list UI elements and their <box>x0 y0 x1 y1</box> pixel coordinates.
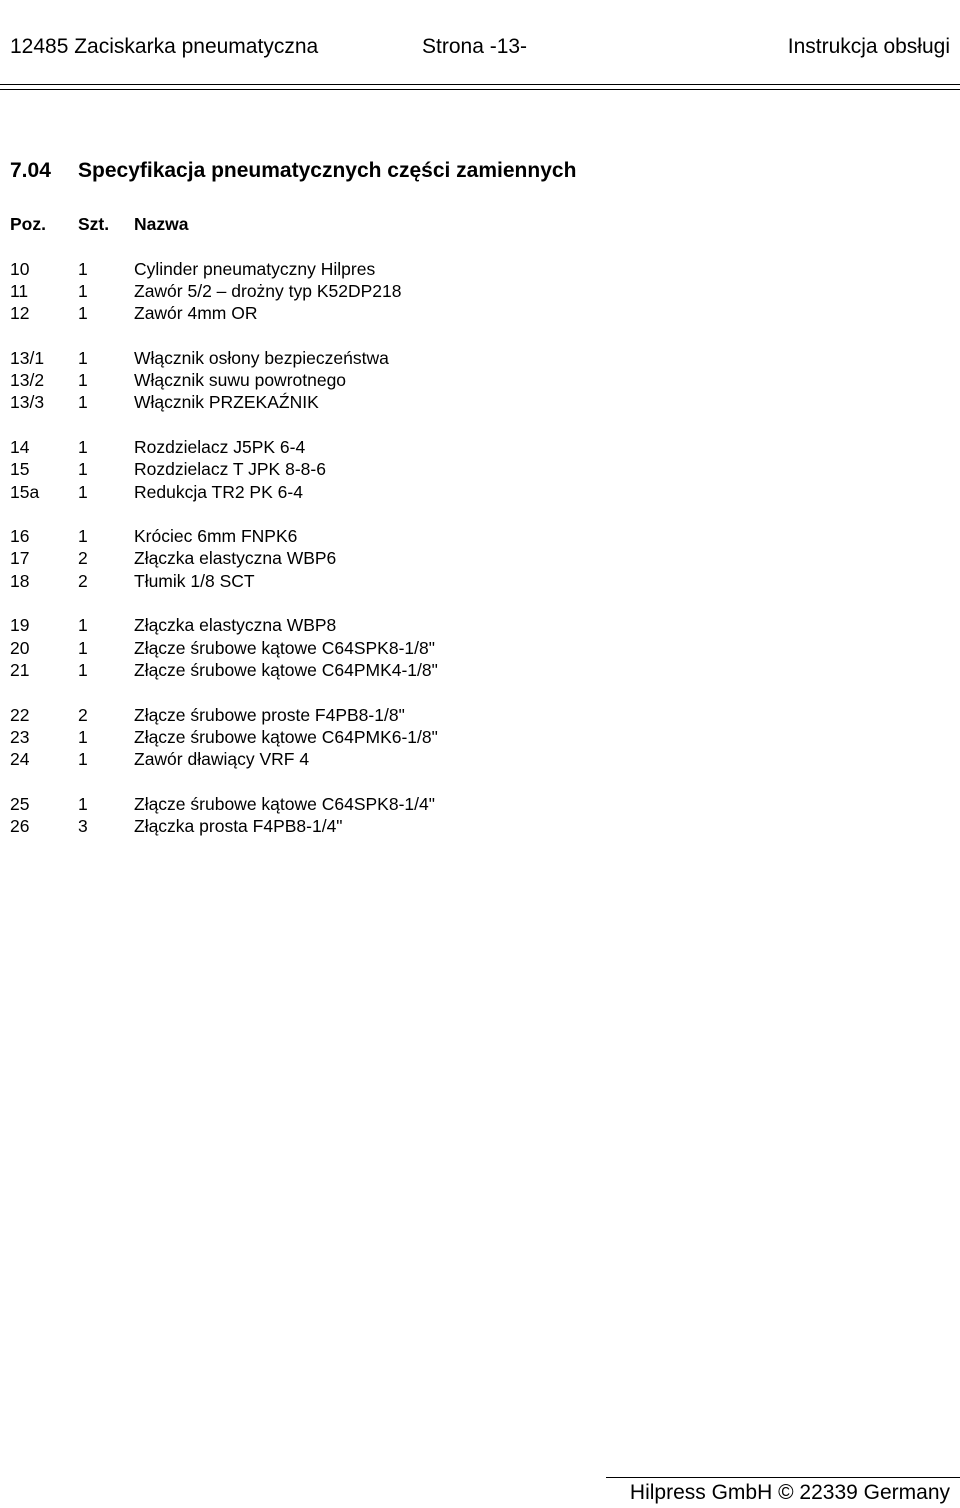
cell-poz: 24 <box>10 749 30 770</box>
table-row <box>10 637 610 659</box>
table-row <box>10 748 610 770</box>
parts-table <box>10 213 610 860</box>
cell-poz: 22 <box>10 704 30 725</box>
table-row <box>10 258 610 280</box>
cell-szt: 1 <box>78 526 88 547</box>
row-group <box>10 614 610 681</box>
table-row <box>10 302 610 324</box>
cell-poz: 16 <box>10 526 30 547</box>
cell-szt: 1 <box>78 481 88 502</box>
table-row <box>10 525 610 547</box>
section-number: 7.04 <box>10 159 51 182</box>
cell-poz: 13/1 <box>10 347 45 368</box>
cell-szt: 2 <box>78 570 88 591</box>
table-row <box>10 458 610 480</box>
cell-poz: 25 <box>10 793 30 814</box>
cell-poz: 13/3 <box>10 392 45 413</box>
row-group <box>10 793 610 838</box>
cell-poz: 17 <box>10 548 30 569</box>
cell-name: Zawór 4mm OR <box>134 303 258 324</box>
cell-poz: 23 <box>10 726 30 747</box>
cell-szt: 1 <box>78 436 88 457</box>
cell-szt: 2 <box>78 548 88 569</box>
cell-szt: 2 <box>78 704 88 725</box>
table-row <box>10 347 610 369</box>
table-row <box>10 547 610 569</box>
cell-szt: 1 <box>78 793 88 814</box>
row-group <box>10 436 610 503</box>
table-body <box>10 258 610 838</box>
cell-poz: 20 <box>10 637 30 658</box>
page-footer: Hilpress GmbH © 22339 Germany <box>629 1481 950 1504</box>
table-row <box>10 704 610 726</box>
row-group <box>10 347 610 414</box>
cell-name: Rozdzielacz J5PK 6-4 <box>134 436 306 457</box>
cell-name: Złącze śrubowe proste F4PB8-1/8" <box>134 704 405 725</box>
table-row <box>10 391 610 413</box>
cell-name: Rozdzielacz T JPK 8-8-6 <box>134 459 326 480</box>
table-header-row <box>10 213 610 235</box>
cell-name: Złącze śrubowe kątowe C64SPK8-1/8" <box>134 637 435 658</box>
page-header <box>0 0 960 92</box>
cell-name: Króciec 6mm FNPK6 <box>134 526 298 547</box>
cell-szt: 1 <box>78 280 88 301</box>
row-group <box>10 258 610 325</box>
cell-poz: 15 <box>10 459 30 480</box>
footer-divider <box>606 1477 960 1478</box>
table-row <box>10 614 610 636</box>
cell-szt: 1 <box>78 749 88 770</box>
table-row <box>10 481 610 503</box>
cell-name: Zawór dławiący VRF 4 <box>134 749 310 770</box>
cell-poz: 21 <box>10 659 30 680</box>
cell-poz: 10 <box>10 258 30 279</box>
cell-szt: 1 <box>78 370 88 391</box>
cell-name: Włącznik PRZEKAŹNIK <box>134 392 319 413</box>
cell-poz: 19 <box>10 615 30 636</box>
cell-szt: 1 <box>78 347 88 368</box>
cell-poz: 18 <box>10 570 30 591</box>
cell-szt: 1 <box>78 637 88 658</box>
table-row <box>10 793 610 815</box>
cell-szt: 1 <box>78 726 88 747</box>
cell-poz: 15a <box>10 481 40 502</box>
cell-name: Złączka elastyczna WBP6 <box>134 548 337 569</box>
section-title <box>10 158 576 184</box>
cell-name: Złącze śrubowe kątowe C64SPK8-1/4" <box>134 793 435 814</box>
cell-name: Cylinder pneumatyczny Hilpres <box>134 258 376 279</box>
table-row <box>10 570 610 592</box>
header-divider-bottom <box>0 89 960 90</box>
cell-poz: 11 <box>10 280 29 301</box>
cell-szt: 1 <box>78 615 88 636</box>
cell-name: Złączka elastyczna WBP8 <box>134 615 337 636</box>
cell-szt: 1 <box>78 258 88 279</box>
cell-szt: 1 <box>78 303 88 324</box>
cell-name: Włącznik suwu powrotnego <box>134 370 347 391</box>
header-divider-top <box>0 84 960 85</box>
cell-name: Tłumik 1/8 SCT <box>134 570 255 591</box>
cell-poz: 13/2 <box>10 370 45 391</box>
cell-szt: 3 <box>78 816 88 837</box>
cell-szt: 1 <box>78 459 88 480</box>
cell-name: Złącze śrubowe kątowe C64PMK4-1/8" <box>134 659 438 680</box>
cell-poz: 12 <box>10 303 30 324</box>
header-manual-title: Instrukcja obsługi <box>787 35 950 58</box>
table-row <box>10 436 610 458</box>
cell-name: Złączka prosta F4PB8-1/4" <box>134 816 343 837</box>
header-szt: Szt. <box>78 214 110 234</box>
table-row <box>10 726 610 748</box>
header-name: Nazwa <box>134 214 189 234</box>
header-product-title: 12485 Zaciskarka pneumatyczna <box>10 35 319 58</box>
table-row <box>10 280 610 302</box>
cell-poz: 26 <box>10 816 30 837</box>
cell-name: Złącze śrubowe kątowe C64PMK6-1/8" <box>134 726 438 747</box>
cell-name: Zawór 5/2 – drożny typ K52DP218 <box>134 280 402 301</box>
cell-name: Redukcja TR2 PK 6-4 <box>134 481 303 502</box>
table-row <box>10 659 610 681</box>
header-poz: Poz. <box>10 214 46 234</box>
table-row <box>10 369 610 391</box>
cell-poz: 14 <box>10 436 30 457</box>
row-group <box>10 704 610 771</box>
row-group <box>10 525 610 592</box>
section-heading: Specyfikacja pneumatycznych części zamiennych <box>78 159 577 182</box>
cell-name: Włącznik osłony bezpieczeństwa <box>134 347 389 368</box>
cell-szt: 1 <box>78 392 88 413</box>
cell-szt: 1 <box>78 659 88 680</box>
header-page-number: Strona -13- <box>422 35 528 58</box>
table-row <box>10 815 610 837</box>
